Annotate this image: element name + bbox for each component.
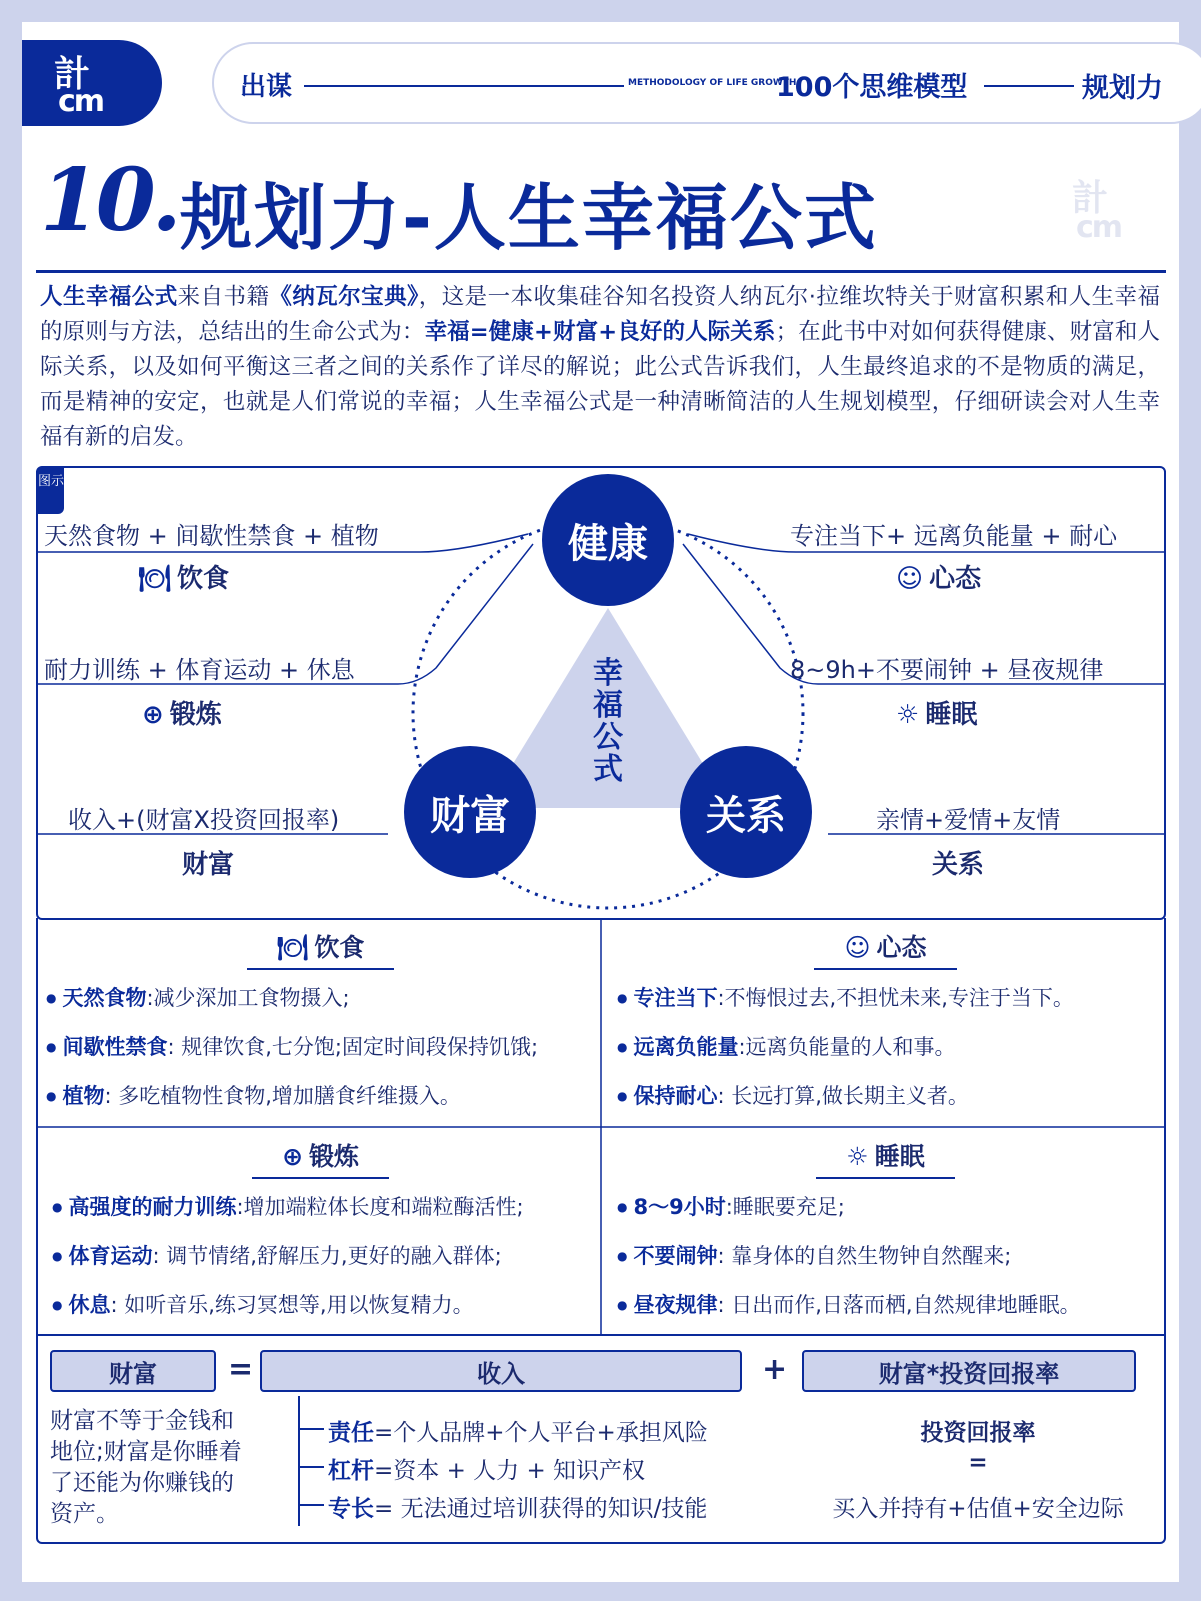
wealth-description: 财富不等于金钱和地位;财富是你睡着了还能为你赚钱的资产。 — [50, 1408, 242, 1527]
relation-head: 关系 — [932, 850, 985, 880]
header-rule-left — [304, 85, 624, 87]
roi-title: 投资回报率 — [920, 1420, 1036, 1446]
plus-sign: + — [762, 1352, 788, 1387]
list-item: ● 间歇性禁食: 规律饮食,七分饱;固定时间段保持饥饿; — [46, 1023, 538, 1072]
head-icon: ☺ — [844, 933, 871, 962]
sleep-list — [617, 1183, 1081, 1330]
list-item: ● 不要闹钟: 靠身体的自然生物钟自然醒来; — [617, 1232, 1081, 1281]
header-rule-right — [984, 85, 1074, 87]
list-item: ● 远离负能量:远离负能量的人和事。 — [617, 1023, 1074, 1072]
header-subtitle-en: METHODOLOGY OF LIFE GROWTH — [628, 78, 797, 88]
list-item: ● 天然食物:减少深加工食物摄入; — [46, 974, 538, 1023]
center-label: 幸福公式 — [593, 656, 623, 787]
diet-detail: 🍽 饮食 ● 天然食物:减少深加工食物摄入; ● 间歇性禁食: 规律饮食,七分饱;固定时间段保持饥饿; ● 植物: 多吃植物性食物,增加膳食纤维摄入。 — [38, 918, 603, 1127]
title-rule — [36, 270, 1166, 273]
exercise-head: ⊕ 锻炼 — [142, 700, 222, 730]
header-series: 100个思维模型 — [776, 72, 968, 103]
list-item: ● 植物: 多吃植物性食物,增加膳食纤维摄入。 — [46, 1072, 538, 1121]
diagram-tag: 图示 — [38, 468, 64, 514]
page-title: 规划力-人生幸福公式 — [180, 176, 878, 260]
intro-lead: 人生幸福公式 — [40, 284, 178, 310]
mind-line: 专注当下+ 远离负能量 + 耐心 — [790, 522, 1118, 550]
list-item: ● 高强度的耐力训练:增加端粒体长度和端粒酶活性; — [52, 1183, 524, 1232]
detail-grid — [36, 918, 1166, 1336]
list-item: ● 体育运动: 调节情绪,舒解压力,更好的融入群体; — [52, 1232, 524, 1281]
fitness-icon: ⊕ — [142, 700, 164, 730]
header-category: 规划力 — [1082, 73, 1163, 104]
list-item: ● 昼夜规律: 日出而作,日落而栖,自然规律地睡眠。 — [617, 1281, 1081, 1330]
branch-line — [298, 1396, 300, 1526]
wealth-lhs: 财富 — [50, 1350, 216, 1392]
roi-definition: 买入并持有+估值+安全边际 — [832, 1496, 1124, 1522]
relation-circle: 关系 — [680, 746, 812, 878]
wealth-circle: 财富 — [404, 746, 536, 878]
income-expertise: 专长= 无法通过培训获得的知识/技能 — [328, 1496, 708, 1522]
intro-book: 《纳瓦尔宝典》 — [269, 284, 419, 310]
poster — [22, 22, 1179, 1582]
diet-list — [46, 974, 538, 1121]
diet-head: 🍽 饮食 — [138, 564, 230, 594]
utensils-icon: 🍽 — [138, 564, 172, 594]
mind-detail: ☺ 心态 ● 专注当下:不悔恨过去,不担忧未来,专注于当下。 ● 远离负能量:远离负能量的人和事。 ● 保持耐心: 长远打算,做长期主义者。 — [603, 918, 1168, 1127]
wealth-head: 财富 — [182, 850, 235, 880]
relation-line: 亲情+爱情+友情 — [876, 806, 1061, 834]
income-leverage: 杠杆=资本 + 人力 + 知识产权 — [328, 1458, 646, 1484]
watermark-logo: 計 cm — [1072, 178, 1122, 245]
health-circle: 健康 — [542, 474, 674, 606]
income-box: 收入 — [260, 1350, 742, 1392]
equals-sign: = — [228, 1352, 254, 1387]
sleep-head: ☼ 睡眠 — [896, 700, 978, 730]
list-item: ● 专注当下:不悔恨过去,不担忧未来,专注于当下。 — [617, 974, 1074, 1023]
fitness-icon: ⊕ — [282, 1142, 303, 1171]
exercise-detail: ⊕ 锻炼 ● 高强度的耐力训练:增加端粒体长度和端粒酶活性; ● 体育运动: 调节情绪,舒解压力,更好的融入群体; ● 休息: 如听音乐,练习冥想等,用以恢复精力。 — [38, 1127, 603, 1336]
utensils-icon: 🍽 — [276, 933, 309, 962]
list-item: ● 休息: 如听音乐,练习冥想等,用以恢复精力。 — [52, 1281, 524, 1330]
intro-paragraph: 人生幸福公式来自书籍《纳瓦尔宝典》，这是一本收集硅谷知名投资人纳瓦尔·拉维坎特关于财富积累和人生幸福的原则与方法，总结出的生命公式为：幸福=健康+财富+良好的人际关系；在此书中对如何获得健康、财富和人际关系，以及如何平衡这三者之间的关系作了详尽的解说；此公式告诉我们，人生最终追求的不是物质的满足，而是精神的安定，也就是人们常说的幸福；人生幸福公式是一种清晰简洁的人生规划模型，仔细研读会对人生幸福有新的启发。 — [40, 284, 1160, 450]
income-responsibility: 责任=个人品牌+个人平台+承担风险 — [328, 1420, 708, 1446]
wealth-line: 收入+(财富X投资回报率) — [68, 806, 340, 834]
diet-line: 天然食物 + 间歇性禁食 + 植物 — [44, 522, 379, 550]
roi-equals: = — [968, 1450, 988, 1476]
sleep-line: 8~9h+不要闹钟 + 昼夜规律 — [790, 656, 1104, 684]
title-number: 10. — [40, 150, 178, 251]
logo-glyph: 計 — [54, 54, 89, 95]
bulb-icon: ☼ — [896, 700, 920, 730]
header-bar — [212, 42, 1201, 124]
head-icon: ☺ — [896, 564, 924, 594]
mind-list — [617, 974, 1074, 1121]
exercise-line: 耐力训练 + 体育运动 + 休息 — [44, 656, 355, 684]
brand-logo — [22, 40, 162, 126]
exercise-list — [52, 1183, 524, 1330]
roi-box: 财富*投资回报率 — [802, 1350, 1136, 1392]
logo-letters: cm — [58, 84, 104, 119]
header-brand: 出谋 — [240, 72, 293, 102]
list-item: ● 8～9小时:睡眠要充足; — [617, 1183, 1081, 1232]
sleep-detail: ☼ 睡眠 ● 8～9小时:睡眠要充足; ● 不要闹钟: 靠身体的自然生物钟自然醒来; ● 昼夜规律: 日出而作,日落而栖,自然规律地睡眠。 — [603, 1127, 1168, 1336]
wealth-formula — [36, 1336, 1166, 1544]
happiness-diagram — [36, 466, 1166, 920]
intro-formula: 幸福=健康+财富+良好的人际关系 — [424, 319, 776, 345]
mind-head: ☺ 心态 — [896, 564, 982, 594]
list-item: ● 保持耐心: 长远打算,做长期主义者。 — [617, 1072, 1074, 1121]
bulb-icon: ☼ — [846, 1142, 869, 1171]
